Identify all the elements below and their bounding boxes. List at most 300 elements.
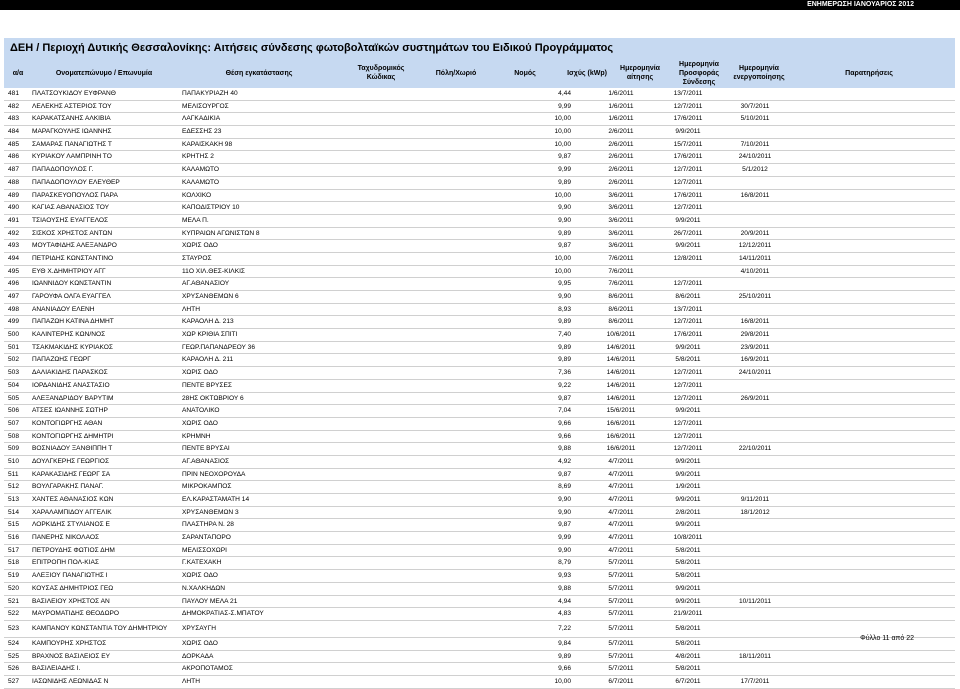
col-apply-date: Ημερομηνία αίτησης: [620, 65, 660, 81]
cell-aa: 507: [8, 419, 20, 427]
cell-activation-date: 23/9/2011: [740, 343, 770, 351]
cell-contract-date: 9/9/2011: [675, 407, 701, 415]
cell-place: ΜΕΛΙΣΟΥΡΓΟΣ: [182, 102, 229, 110]
cell-aa: 503: [8, 369, 20, 377]
cell-apply-date: 4/7/2011: [608, 483, 634, 491]
cell-aa: 490: [8, 204, 20, 212]
cell-contract-date: 9/9/2011: [675, 457, 701, 465]
cell-contract-date: 5/8/2011: [675, 665, 701, 673]
cell-power: 9,89: [558, 652, 571, 660]
table-row: [4, 380, 955, 393]
cell-apply-date: 3/6/2011: [608, 242, 634, 250]
cell-name: ΒΑΣΙΛΕΙΑΔΗΣ Ι.: [32, 665, 81, 673]
cell-name: ΚΑΜΠΑΝΟΥ ΚΩΝΣΤΑΝΤΙΑ ΤΟΥ ΔΗΜΗΤΡΙΟΥ: [32, 624, 168, 632]
cell-contract-date: 12/7/2011: [673, 204, 703, 212]
table-row: [4, 342, 955, 355]
cell-name: ΚΑΛΙΝΤΕΡΗΣ ΚΩΝ/ΝΟΣ: [32, 331, 106, 339]
cell-apply-date: 4/7/2011: [608, 457, 634, 465]
cell-apply-date: 3/6/2011: [608, 204, 634, 212]
cell-place: ΚΑΡΑΟΛΗ Δ. 211: [182, 356, 234, 364]
page-footer: Φύλλο 11 από 22: [860, 635, 914, 642]
cell-power: 9,93: [558, 572, 571, 580]
table-row: [4, 456, 955, 469]
cell-place: ΠΕΝΤΕ ΒΡΥΣΑΙ: [182, 445, 230, 453]
update-label: ΕΝΗΜΕΡΩΣΗ ΙΑΝΟΥΑΡΙΟΣ 2012: [807, 1, 914, 8]
table-row: [4, 253, 955, 266]
col-notes: Παρατηρήσεις: [845, 69, 893, 77]
cell-power: 9,89: [558, 356, 571, 364]
cell-place: ΑΚΡΟΠΟΤΑΜΟΣ: [182, 665, 233, 673]
cell-place: 11Ο ΧΙΛ.ΘΕΣ-ΚΙΛΚΙΣ: [182, 267, 246, 275]
cell-power: 9,90: [558, 546, 571, 554]
cell-name: ΠΕΤΡΟΥΔΗΣ ΦΩΤΙΟΣ ΔΗΜ: [32, 546, 115, 554]
cell-name: ΧΑΡΑΛΑΜΠΙΔΟΥ ΑΓΓΕΛΙΚ: [32, 508, 112, 516]
cell-power: 7,22: [558, 624, 571, 632]
cell-place: ΑΓ.ΑΘΑΝΑΣΙΟΥ: [182, 280, 230, 288]
cell-aa: 506: [8, 407, 20, 415]
cell-apply-date: 5/7/2011: [608, 652, 634, 660]
cell-name: ΚΑΡΑΚΑΣΙΔΗΣ ΓΕΩΡΓ ΣΑ: [32, 470, 111, 478]
cell-power: 4,83: [558, 610, 571, 618]
cell-apply-date: 5/7/2011: [608, 665, 634, 673]
cell-place: ΔΗΜΟΚΡΑΤΙΑΣ-Σ.ΜΠΑΤΟΥ: [182, 610, 264, 618]
cell-apply-date: 1/6/2011: [608, 115, 634, 123]
cell-activation-date: 18/11/2011: [738, 652, 772, 660]
table-row: [4, 583, 955, 596]
cell-name: ΑΛΕΞΑΝΔΡΙΔΟΥ ΒΑΡΥΤΙΜ: [32, 394, 114, 402]
cell-contract-date: 9/9/2011: [675, 470, 701, 478]
cell-aa: 513: [8, 496, 20, 503]
cell-name: ΚΑΡΑΚΑΤΣΑΝΗΣ ΑΛΚΙΒΙΑ: [32, 115, 111, 123]
cell-name: ΠΑΠΑΖΩΗ ΚΑΤΙΝΑ ΔΗΜΗΤ: [32, 318, 114, 326]
cell-place: ΧΩΡΙΣ ΟΔΟ: [182, 572, 218, 580]
cell-contract-date: 26/7/2011: [673, 229, 703, 237]
cell-power: 9,87: [558, 394, 571, 402]
cell-aa: 486: [8, 153, 20, 161]
cell-power: 9,84: [558, 639, 571, 647]
cell-activation-date: 12/12/2011: [738, 242, 772, 250]
cell-aa: 487: [8, 166, 20, 174]
cell-activation-date: 7/10/2011: [740, 140, 770, 148]
cell-aa: 493: [8, 242, 20, 250]
cell-apply-date: 2/6/2011: [608, 153, 634, 161]
cell-power: 8,93: [558, 305, 571, 313]
table-row: [4, 596, 955, 609]
cell-place: ΚΑΛΑΜΩΤΟ: [182, 166, 220, 174]
cell-aa: 508: [8, 432, 20, 440]
cell-power: 8,79: [558, 559, 571, 567]
cell-power: 10,00: [554, 128, 571, 136]
cell-aa: 481: [8, 90, 20, 97]
cell-aa: 501: [8, 343, 20, 351]
cell-name: ΛΕΛΕΚΗΣ ΑΣΤΕΡΙΟΣ ΤΟΥ: [32, 102, 112, 110]
cell-apply-date: 4/7/2011: [608, 508, 634, 516]
cell-place: ΚΑΡΑΟΛΗ Δ. 213: [182, 318, 234, 326]
cell-contract-date: 12/7/2011: [673, 445, 703, 453]
cell-name: ΚΟΝΤΟΓΙΩΡΓΗΣ ΔΗΜΗΤΡΙ: [32, 432, 114, 440]
cell-activation-date: 29/8/2011: [740, 331, 770, 339]
cell-power: 9,87: [558, 521, 571, 529]
top-strip: [0, 0, 960, 10]
cell-name: ΚΟΝΤΟΓΙΩΡΓΗΣ ΑΘΑΝ: [32, 419, 103, 427]
cell-place: ΛΗΤΗ: [182, 305, 200, 313]
cell-apply-date: 15/6/2011: [606, 407, 636, 415]
cell-aa: 516: [8, 534, 20, 542]
table-row: [4, 316, 955, 329]
cell-place: ΓΕΩΡ.ΠΑΠΑΝΔΡΕΟΥ 36: [182, 343, 255, 351]
cell-apply-date: 5/7/2011: [608, 572, 634, 580]
cell-aa: 511: [8, 470, 19, 478]
cell-power: 9,89: [558, 178, 571, 186]
cell-aa: 515: [8, 521, 20, 529]
cell-apply-date: 4/7/2011: [608, 470, 634, 478]
cell-aa: 500: [8, 331, 20, 339]
cell-contract-date: 21/9/2011: [673, 610, 703, 618]
cell-activation-date: 5/1/2012: [742, 166, 768, 174]
cell-activation-date: 4/10/2011: [740, 267, 770, 275]
cell-place: ΧΩΡΙΣ ΟΔΟ: [182, 369, 218, 377]
cell-place: ΑΓ.ΑΘΑΝΑΣΙΟΣ: [182, 457, 230, 465]
cell-contract-date: 17/6/2011: [673, 191, 703, 199]
cell-contract-date: 15/7/2011: [673, 140, 703, 148]
cell-contract-date: 2/8/2011: [675, 508, 701, 516]
table-row: [4, 638, 955, 651]
cell-contract-date: 5/8/2011: [675, 356, 701, 364]
cell-aa: 522: [8, 610, 20, 618]
cell-contract-date: 6/7/2011: [675, 677, 701, 685]
title-band: [4, 38, 955, 58]
cell-aa: 518: [8, 559, 20, 567]
cell-place: ΚΟΛΧΙΚΟ: [182, 191, 212, 199]
cell-apply-date: 4/7/2011: [608, 534, 634, 542]
cell-aa: 521: [8, 597, 20, 605]
table-row: [4, 240, 955, 253]
cell-power: 9,90: [558, 293, 571, 300]
page-title: ΔΕΗ / Περιοχή Δυτικής Θεσσαλονίκης: Αιτήσεις σύνδεσης φωτοβολταϊκών συστημάτων του Ειδικού Προγράμματος: [10, 42, 614, 54]
cell-contract-date: 12/7/2011: [673, 394, 703, 402]
table-row: [4, 469, 955, 482]
table-row: [4, 329, 955, 342]
cell-place: ΚΑΡΑΙΣΚΑΚΗ 98: [182, 140, 233, 148]
cell-name: ΙΑΣΩΝΙΔΗΣ ΛΕΩΝΙΔΑΣ Ν: [32, 677, 109, 685]
cell-activation-date: 14/11/2011: [738, 254, 772, 262]
cell-contract-date: 13/7/2011: [673, 305, 703, 313]
table-row: [4, 557, 955, 570]
cell-aa: 527: [8, 677, 20, 685]
cell-apply-date: 7/6/2011: [608, 254, 634, 262]
cell-place: ΚΑΛΑΜΩΤΟ: [182, 178, 220, 186]
col-contract-date: Ημερομηνία Προσφοράς Σύνδεσης: [678, 60, 719, 86]
cell-apply-date: 5/7/2011: [608, 597, 634, 605]
cell-aa: 483: [8, 115, 20, 123]
cell-contract-date: 17/6/2011: [673, 331, 703, 339]
cell-place: Ν.ΧΑΛΚΗΔΩΝ: [182, 584, 226, 592]
table-row: [4, 393, 955, 406]
cell-aa: 520: [8, 584, 20, 592]
cell-contract-date: 5/8/2011: [675, 572, 701, 580]
table-row: [4, 354, 955, 367]
cell-power: 9,90: [558, 496, 571, 503]
cell-name: ΒΟΥΛΓΑΡΑΚΗΣ ΠΑΝΑΓ.: [32, 483, 104, 491]
table-row: [4, 608, 955, 621]
cell-apply-date: 2/6/2011: [608, 128, 634, 136]
cell-name: ΜΑΡΑΓΚΟΥΛΗΣ ΙΩΑΝΝΗΣ: [32, 128, 112, 136]
cell-activation-date: 9/11/2011: [740, 496, 770, 503]
cell-apply-date: 8/6/2011: [608, 293, 634, 300]
cell-power: 10,00: [554, 267, 571, 275]
cell-place: ΣΑΡΑΝΤΑΠΟΡΟ: [182, 534, 231, 542]
cell-apply-date: 2/6/2011: [608, 166, 634, 174]
cell-aa: 484: [8, 128, 20, 136]
cell-apply-date: 16/6/2011: [606, 432, 636, 440]
cell-place: ΧΩΡΙΣ ΟΔΟ: [182, 419, 218, 427]
cell-power: 4,92: [558, 457, 571, 465]
cell-power: 9,99: [558, 102, 571, 110]
col-activation-date: Ημερομηνία ενεργοποίησης: [733, 65, 785, 81]
cell-place: ΣΤΑΥΡΟΣ: [182, 254, 212, 262]
cell-apply-date: 14/6/2011: [606, 356, 636, 364]
cell-place: ΜΕΛΑ Π.: [182, 216, 209, 224]
cell-apply-date: 2/6/2011: [608, 178, 634, 186]
cell-contract-date: 9/9/2011: [675, 343, 701, 351]
table-row: [4, 431, 955, 444]
table-row: [4, 494, 955, 507]
cell-apply-date: 14/6/2011: [606, 343, 636, 351]
cell-aa: 526: [8, 665, 20, 673]
cell-apply-date: 3/6/2011: [608, 191, 634, 199]
cell-aa: 499: [8, 318, 20, 326]
cell-power: 9,90: [558, 216, 571, 224]
cell-apply-date: 6/7/2011: [608, 677, 634, 685]
cell-contract-date: 4/8/2011: [675, 652, 701, 660]
cell-contract-date: 12/7/2011: [673, 419, 703, 427]
cell-name: ΤΣΑΚΜΑΚΙΔΗΣ ΚΥΡΙΑΚΟΣ: [32, 343, 113, 351]
cell-apply-date: 16/6/2011: [606, 419, 636, 427]
cell-power: 9,66: [558, 419, 571, 427]
col-prefecture: Νομός: [514, 69, 536, 77]
cell-apply-date: 5/7/2011: [608, 639, 634, 647]
cell-apply-date: 7/6/2011: [608, 280, 634, 288]
cell-aa: 495: [8, 267, 20, 275]
cell-place: ΠΕΝΤΕ ΒΡΥΣΕΣ: [182, 381, 232, 389]
cell-place: ΠΡΙΝ ΝΕΟΧΟΡΟΥΔΑ: [182, 470, 246, 478]
cell-power: 10,00: [554, 254, 571, 262]
cell-name: ΛΟΡΚΙΔΗΣ ΣΤΥΛΙΑΝΟΣ Ε: [32, 521, 110, 529]
cell-apply-date: 5/7/2011: [608, 610, 634, 618]
cell-aa: 492: [8, 229, 20, 237]
cell-apply-date: 8/6/2011: [608, 318, 634, 326]
cell-power: 9,66: [558, 665, 571, 673]
table-row: [4, 367, 955, 380]
cell-apply-date: 1/6/2011: [608, 90, 634, 97]
cell-place: ΠΛΑΣΤΗΡΑ Ν. 28: [182, 521, 234, 529]
cell-power: 9,89: [558, 343, 571, 351]
cell-place: ΧΩΡΙΣ ΟΔΟ: [182, 242, 218, 250]
table-row: [4, 651, 955, 664]
table-row: [4, 418, 955, 431]
cell-aa: 514: [8, 508, 20, 516]
cell-name: ΧΑΝΤΕΣ ΑΘΑΝΑΣΙΟΣ ΚΩΝ: [32, 496, 114, 503]
cell-place: ΚΡΗΤΗΣ 2: [182, 153, 214, 161]
table-row: [4, 215, 955, 228]
table-row: [4, 663, 955, 676]
cell-contract-date: 5/8/2011: [675, 559, 701, 567]
cell-aa: 489: [8, 191, 20, 199]
cell-power: 9,88: [558, 445, 571, 453]
cell-apply-date: 3/6/2011: [608, 216, 634, 224]
cell-aa: 519: [8, 572, 20, 580]
cell-name: ΚΑΜΠΟΥΡΗΣ ΧΡΗΣΤΟΣ: [32, 639, 107, 647]
cell-place: ΠΑΥΛΟΥ ΜΕΛΑ 21: [182, 597, 238, 605]
cell-aa: 525: [8, 652, 20, 660]
cell-apply-date: 14/6/2011: [606, 369, 636, 377]
table-body: [4, 88, 955, 689]
cell-place: ΧΡΥΣΑΥΓΗ: [182, 624, 216, 632]
cell-power: 9,87: [558, 242, 571, 250]
cell-contract-date: 17/6/2011: [673, 153, 703, 161]
cell-place: ΕΛ.ΚΑΡΑΣΤΑΜΑΤΗ 14: [182, 496, 250, 503]
cell-contract-date: 1/9/2011: [675, 483, 701, 491]
cell-activation-date: 25/10/2011: [738, 293, 772, 300]
table-row: [4, 481, 955, 494]
cell-place: ΠΑΠΑΚΥΡΙΑΖΗ 40: [182, 90, 238, 97]
cell-name: ΜΟΥΤΑΦΙΔΗΣ ΑΛΕΞΑΝΔΡΟ: [32, 242, 117, 250]
cell-place: ΧΡΥΣΑΝΘΕΜΩΝ 3: [182, 508, 239, 516]
table-row: [4, 177, 955, 190]
cell-power: 10,00: [554, 140, 571, 148]
cell-apply-date: 1/6/2011: [608, 102, 634, 110]
cell-name: ΑΤΣΕΣ ΙΩΑΝΝΗΣ ΣΩΤΗΡ: [32, 407, 108, 415]
cell-place: ΔΟΡΚΑΔΑ: [182, 652, 214, 660]
table-row: [4, 676, 955, 689]
table-row: [4, 266, 955, 279]
cell-power: 9,87: [558, 153, 571, 161]
cell-contract-date: 12/7/2011: [673, 166, 703, 174]
cell-place: ΜΙΚΡΟΚΑΜΠΟΣ: [182, 483, 232, 491]
cell-contract-date: 12/8/2011: [673, 254, 703, 262]
table-row: [4, 405, 955, 418]
cell-name: ΤΣΙΑΟΥΣΗΣ ΕΥΑΓΓΕΛΟΣ: [32, 216, 109, 224]
cell-power: 7,40: [558, 331, 571, 339]
cell-apply-date: 14/6/2011: [606, 394, 636, 402]
cell-name: ΔΟΥΛΓΚΕΡΗΣ ΓΕΩΡΓΙΟΣ: [32, 457, 110, 465]
table-row: [4, 291, 955, 304]
cell-contract-date: 12/7/2011: [673, 178, 703, 186]
cell-contract-date: 9/9/2011: [675, 242, 701, 250]
cell-place: ΚΡΗΜΝΗ: [182, 432, 211, 440]
cell-name: ΙΟΡΔΑΝΙΔΗΣ ΑΝΑΣΤΑΣΙΟ: [32, 381, 110, 389]
cell-power: 4,94: [558, 597, 571, 605]
table-row: [4, 202, 955, 215]
cell-power: 9,99: [558, 534, 571, 542]
cell-power: 10,00: [554, 677, 571, 685]
cell-activation-date: 24/10/2011: [738, 153, 772, 161]
table-row: [4, 190, 955, 203]
cell-contract-date: 12/7/2011: [673, 280, 703, 288]
cell-apply-date: 4/7/2011: [608, 546, 634, 554]
cell-activation-date: 17/7/2011: [740, 677, 770, 685]
cell-place: ΜΕΛΙΣΣΟΧΩΡΙ: [182, 546, 227, 554]
cell-power: 4,44: [558, 90, 571, 97]
col-aa: α/α: [12, 69, 24, 77]
cell-contract-date: 5/8/2011: [675, 546, 701, 554]
cell-aa: 496: [8, 280, 20, 288]
cell-name: ΠΕΤΡΙΔΗΣ ΚΩΝΣΤΑΝΤΙΝΟ: [32, 254, 114, 262]
cell-contract-date: 9/9/2011: [675, 216, 701, 224]
table-row: [4, 101, 955, 114]
cell-name: ΠΑΝΕΡΗΣ ΝΙΚΟΛΑΟΣ: [32, 534, 100, 542]
cell-activation-date: 5/10/2011: [740, 115, 770, 123]
cell-contract-date: 9/9/2011: [675, 128, 701, 136]
cell-name: ΓΑΡΟΥΦΑ ΟΛΓΑ ΕΥΑΓΓΕΛ: [32, 293, 111, 300]
cell-activation-date: 16/8/2011: [740, 191, 770, 199]
cell-aa: 497: [8, 293, 20, 300]
cell-contract-date: 12/7/2011: [673, 102, 703, 110]
cell-place: ΑΝΑΤΟΛΙΚΟ: [182, 407, 220, 415]
cell-name: ΚΑΓΙΑΣ ΑΘΑΝΑΣΙΟΣ ΤΟΥ: [32, 204, 110, 212]
col-place: Θέση εγκατάστασης: [225, 69, 293, 77]
cell-aa: 523: [8, 624, 20, 632]
cell-power: 7,04: [558, 407, 571, 415]
cell-place: ΧΩΡ ΚΡΙΘΙΑ ΣΠΙΤΙ: [182, 331, 238, 339]
cell-name: ΙΩΑΝΝΙΔΟΥ ΚΩΝΣΤΑΝΤΙΝ: [32, 280, 112, 288]
cell-apply-date: 10/6/2011: [606, 331, 636, 339]
table-row: [4, 113, 955, 126]
cell-name: ΒΑΣΙΛΕΙΟΥ ΧΡΗΣΤΟΣ ΑΝ: [32, 597, 110, 605]
cell-name: ΜΑΥΡΟΜΑΤΙΔΗΣ ΘΕΟΔΩΡΟ: [32, 610, 120, 618]
cell-contract-date: 12/7/2011: [673, 369, 703, 377]
cell-power: 9,66: [558, 432, 571, 440]
cell-apply-date: 14/6/2011: [606, 381, 636, 389]
cell-name: ΠΑΠΑΖΩΗΣ ΓΕΩΡΓ: [32, 356, 91, 364]
cell-apply-date: 5/7/2011: [608, 624, 634, 632]
cell-place: 28ΗΣ ΟΚΤΩΒΡΙΟΥ 6: [182, 394, 244, 402]
cell-contract-date: 8/6/2011: [675, 293, 701, 300]
cell-aa: 491: [8, 216, 20, 224]
cell-place: Γ.ΚΑΤΕΧΑΚΗ: [182, 559, 222, 567]
cell-apply-date: 5/7/2011: [608, 559, 634, 567]
cell-power: 9,22: [558, 381, 571, 389]
cell-name: ΕΥΘ Χ.ΔΗΜΗΤΡΙΟΥ ΑΓΓ: [32, 267, 106, 275]
table-row: [4, 151, 955, 164]
cell-activation-date: 24/10/2011: [738, 369, 772, 377]
cell-aa: 482: [8, 102, 20, 110]
cell-name: ΑΝΑΝΙΑΔΟΥ ΕΛΕΝΗ: [32, 305, 95, 313]
table-row: [4, 304, 955, 317]
table-row: [4, 88, 955, 101]
cell-activation-date: 20/9/2011: [740, 229, 770, 237]
table-row: [4, 545, 955, 558]
cell-apply-date: 3/6/2011: [608, 229, 634, 237]
cell-contract-date: 12/7/2011: [673, 381, 703, 389]
cell-power: 9,89: [558, 229, 571, 237]
table-row: [4, 164, 955, 177]
cell-contract-date: 17/6/2011: [673, 115, 703, 123]
cell-apply-date: 7/6/2011: [608, 267, 634, 275]
cell-contract-date: 9/9/2011: [675, 597, 701, 605]
cell-activation-date: 18/1/2012: [740, 508, 770, 516]
cell-power: 9,99: [558, 166, 571, 174]
cell-power: 9,88: [558, 584, 571, 592]
cell-contract-date: 5/8/2011: [675, 639, 701, 647]
cell-power: 9,89: [558, 318, 571, 326]
cell-place: ΕΔΕΣΣΗΣ 23: [182, 128, 222, 136]
cell-contract-date: 9/9/2011: [675, 584, 701, 592]
cell-aa: 488: [8, 178, 20, 186]
cell-place: ΛΗΤΗ: [182, 677, 200, 685]
cell-contract-date: 9/9/2011: [675, 521, 701, 529]
cell-contract-date: 12/7/2011: [673, 318, 703, 326]
